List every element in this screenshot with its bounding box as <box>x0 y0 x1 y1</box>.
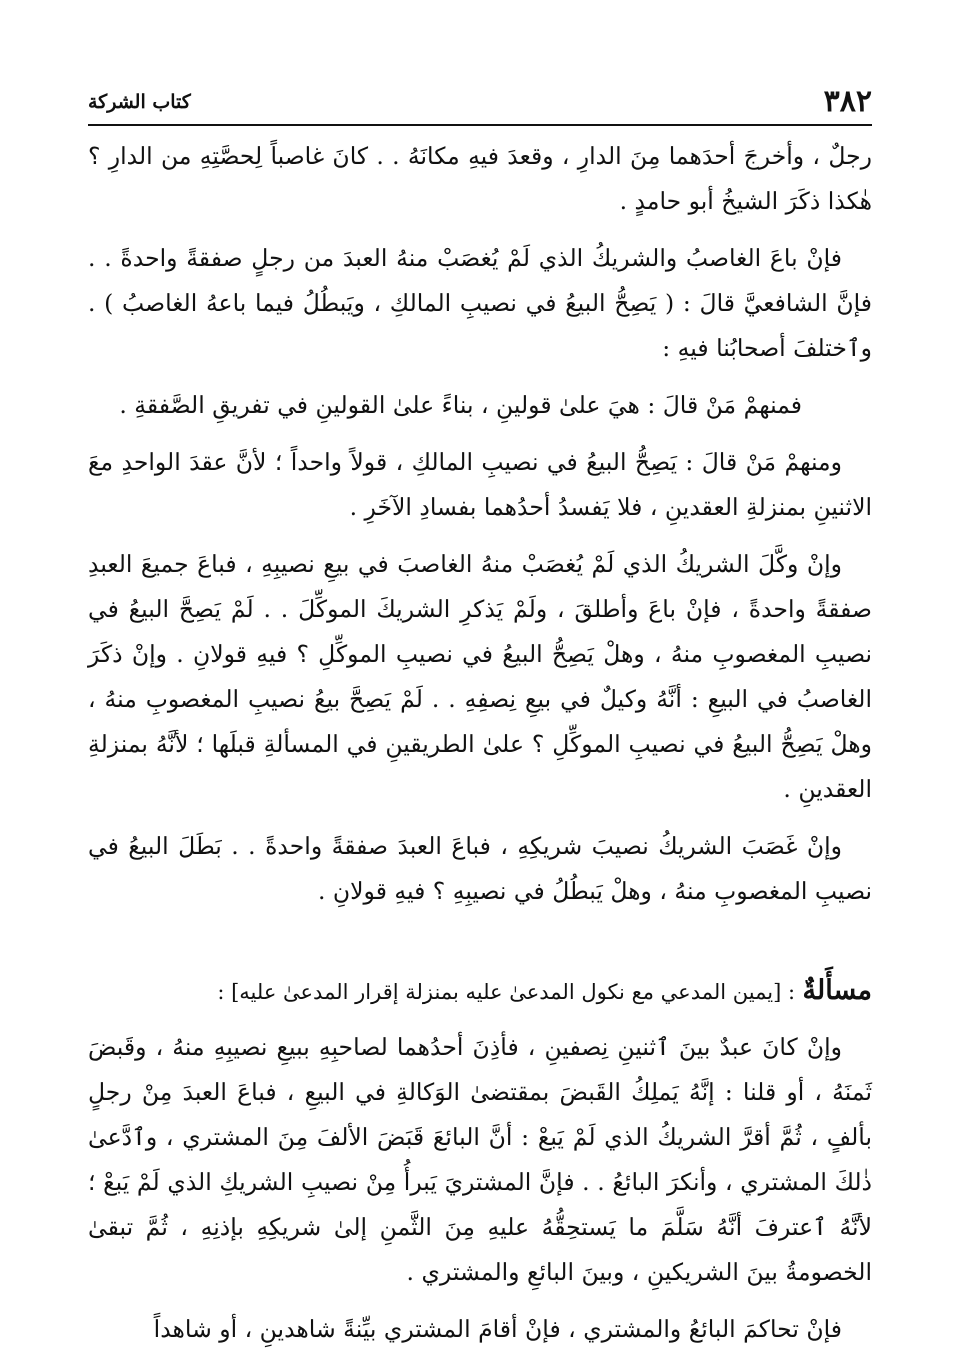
page-header <box>88 80 872 124</box>
paragraph: ومنهمْ مَنْ قالَ : يَصِحُّ البيعُ في نصيبِ المالكِ ، قولاً واحداً ؛ لأنَّ عقدَ الواحدِ معَ الاثنينِ بمنزلةِ العقدينِ ، فلا يَفسدُ أحدُهما بفسادِ الآخَرِ . <box>88 448 872 521</box>
paragraph: فإنْ تحاكمَ البائعُ والمشتري ، فإنْ أقامَ المشتري بيِّنةً شاهدينِ ، أو شاهداً <box>153 1315 842 1343</box>
page-number: ٣٨٢ <box>823 84 872 119</box>
header-rule <box>88 124 872 126</box>
masala-label: مسأَلةٌ <box>802 975 872 1006</box>
section-gap <box>88 926 872 968</box>
masala-title: : [يمين المدعي مع نكول المدعىٰ عليه بمنزلة إقرار المدعىٰ عليه] : <box>217 980 796 1004</box>
paragraph: وإنْ كانَ عبدٌ بينَ ٱثنينِ نِصفينِ ، فأذِنَ أحدُهما لصاحبِهِ ببيعِ نصيبِهِ منهُ ، وقَبضَ ثَمنَهُ ، أو قلنا : إنَّهُ يَملِكُ القَبضَ بمقتضىٰ الوَكالةِ في البيعِ ، فباعَ العبدَ مِنْ رجلٍ بألفٍ ، ثُمَّ أقرَّ الشريكُ الذي لَمْ يَبعْ : أنَّ البائعَ قَبَضَ الألفَ مِنَ المشتري ، وٱدَّعىٰ ذٰلكَ المشتري ، وأنكرَ البائعُ . . فإنَّ المشتريَ يَبرأُ مِنْ نصيبِ الشريكِ الذي لَمْ يَبعْ ؛ لأنَّهُ ٱعترفَ أنَّهُ سَلَّمَ ما يَستحِقُّهُ عليهِ مِنَ الثَّمنِ إلىٰ شريكِهِ بإذنِهِ ، ثُمَّ تبقىٰ الخصومةُ بينَ الشريكينِ ، وبينَ البائعِ والمشتري . <box>88 1033 872 1286</box>
masala-heading <box>88 968 872 1015</box>
paragraph: وإنْ غَصَبَ الشريكُ نصيبَ شريكِهِ ، فباعَ العبدَ صفقةً واحدةً . . بَطَلَ البيعُ في نصيبِ المغصوبِ منهُ ، وهلْ يَبطُلُ في نصيبِهِ ؟ فيهِ قولانِ . <box>88 832 872 905</box>
paragraph: رجلٌ ، وأخرجَ أحدَهما مِنَ الدارِ ، وقعدَ فيهِ مكانَهُ . . كانَ غاصباً لِحصَّتِهِ من الدارِ ؟ هٰكذا ذكَرَ الشيخُ أبو حامدٍ . <box>88 142 872 215</box>
paragraph: وإنْ وكَّلَ الشريكُ الذي لَمْ يُغصَبْ منهُ الغاصبَ في بيعِ نصيبِهِ ، فباعَ جميعَ العبدِ صفقةً واحدةً ، فإنْ باعَ وأطلقَ ، ولَمْ يَذكرِ الشريكَ الموكِّلَ . . لَمْ يَصِحَّ البيعُ في نصيبِ المغصوبِ منهُ ، وهلْ يَصِحُّ البيعُ في نصيبِ الموكِّلِ ؟ فيهِ قولانِ . وإنْ ذكَرَ الغاصبُ في البيعِ : أنَّهُ وكيلٌ في بيعِ نِصفِهِ . . لَمْ يَصِحَّ بيعُ نصيبِ المغصوبِ منهُ ، وهلْ يَصِحُّ البيعُ في نصيبِ الموكِّلِ ؟ علىٰ الطريقينِ في المسألةِ قبلَها ؛ لأنَّهُ بمنزلةِ العقدينِ . <box>88 550 872 803</box>
page-body <box>88 134 872 1364</box>
paragraph: فإنْ باعَ الغاصبُ والشريكُ الذي لَمْ يُغصَبْ منهُ العبدَ من رجلٍ صفقةً واحدةً . . فإنَّ الشافعيَّ قالَ : ( يَصِحُّ البيعُ في نصيبِ المالكِ ، ويَبطُلُ فيما باعهُ الغاصبُ ) . وٱختلفَ أصحابُنا فيهِ : <box>88 244 872 362</box>
book-title: كتاب الشركة <box>88 91 191 113</box>
paragraph: فمنهمْ مَنْ قالَ : هيَ علىٰ قولينِ ، بناءً علىٰ القولينِ في تفريقِ الصَّفقةِ . <box>119 391 802 419</box>
